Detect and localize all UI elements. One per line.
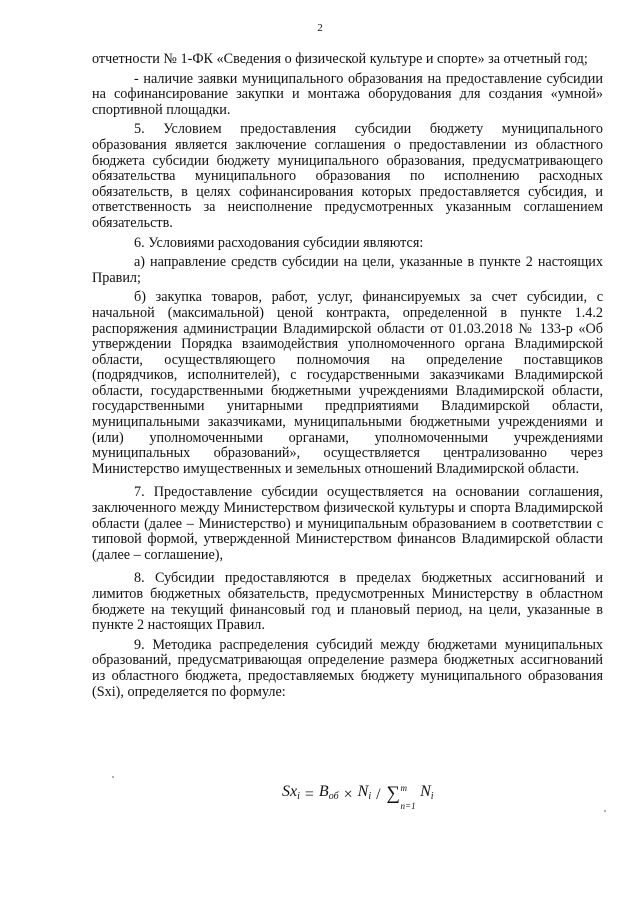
paragraph-reporting-continuation: отчетности № 1-ФК «Сведения о физической культуре и спорте» за отчетный год; — [92, 51, 588, 67]
formula-sum-lower: n=1 — [400, 801, 416, 812]
formula-sum-sign: ∑ m n=1 — [387, 784, 401, 804]
distribution-formula — [282, 783, 434, 812]
formula-ni-sum: $N_i$ — [420, 783, 434, 802]
formula-lhs: $Sx_i$ — [282, 783, 300, 802]
formula-ni: $N_i$ — [357, 783, 372, 802]
paragraph-clause-7: 7. Предоставление субсидии осуществляется на основании соглашения, заключенного между Министерством физической культуры и спорта Владимирской области (далее – Министерство) и муниципальным образованием в соответствии с типовой формой, утвержденной Министерством финансов Владимирской области (далее – соглашение), — [92, 484, 603, 563]
document-body — [92, 52, 603, 704]
scan-speck — [604, 810, 606, 812]
formula-equals: = — [304, 785, 314, 803]
page-number: 2 — [317, 22, 323, 34]
paragraph-clause-6: 6. Условиями расходования субсидии являются: — [134, 234, 424, 251]
paragraph-application-requirement: - наличие заявки муниципального образования на предоставление субсидии на софинансирование закупки и монтажа оборудования для создания «умной» спортивной площадки. — [92, 70, 603, 118]
formula-divide: / — [376, 785, 381, 803]
formula-sum-upper: m — [400, 783, 408, 794]
scan-speck — [112, 776, 114, 778]
paragraph-clause-6b: б) закупка товаров, работ, услуг, финансируемых за счет субсидии, с начальной (максимальной) ценой контракта, определенной в пункте 1.4.2 распоряжения администрации Владимирской области от 01.03.2018 № 133-р «Об утверждении Порядка взаимодействия уполномоченного органа Владимирской области, осуществляющего полномочия на определение поставщиков (подрядчиков, исполнителей), с государственными заказчиками Владимирской области, государственными бюджетными учреждениями Владимирской области, государственными унитарными предприятиями Владимирской области, муниципальными заказчиками, муниципальными бюджетными учреждениями и (или) уполномоченными органами, уполномоченными учреждениями муниципальных образований», осуществляется централизованно через Министерство имущественных и земельных отношений Владимирской области. — [92, 289, 603, 477]
paragraph-clause-8: 8. Субсидии предоставляются в пределах бюджетных ассигнований и лимитов бюджетных обязательств, предусмотренных Министерству в областном бюджете на текущий финансовый год и плановый период, на цели, указанные в пункте 2 настоящих Правил. — [92, 570, 603, 634]
formula-budget-allocation: $B_{об}$ — [318, 783, 339, 802]
paragraph-clause-5: 5. Условием предоставления субсидии бюджету муниципального образования является заключение соглашения о предоставлении из областного бюджета субсидии бюджету муниципального образования, предусматривающего обязательства муниципального образования по исполнению расходных обязательств, в целях софинансирования которых предоставляется субсидия, и ответственность за неисполнение предусмотренных указанным соглашением обязательств. — [92, 121, 603, 231]
paragraph-clause-9: 9. Методика распределения субсидий между бюджетами муниципальных образований, предусматривающая определение размера бюджетных ассигнований из областного бюджета, предоставляемых бюджету муниципального образования (Sxi), определяется по формуле: — [92, 636, 603, 700]
formula-times: × — [343, 785, 353, 803]
paragraph-clause-6a: а) направление средств субсидии на цели, указанные в пункте 2 настоящих Правил; — [92, 254, 603, 286]
